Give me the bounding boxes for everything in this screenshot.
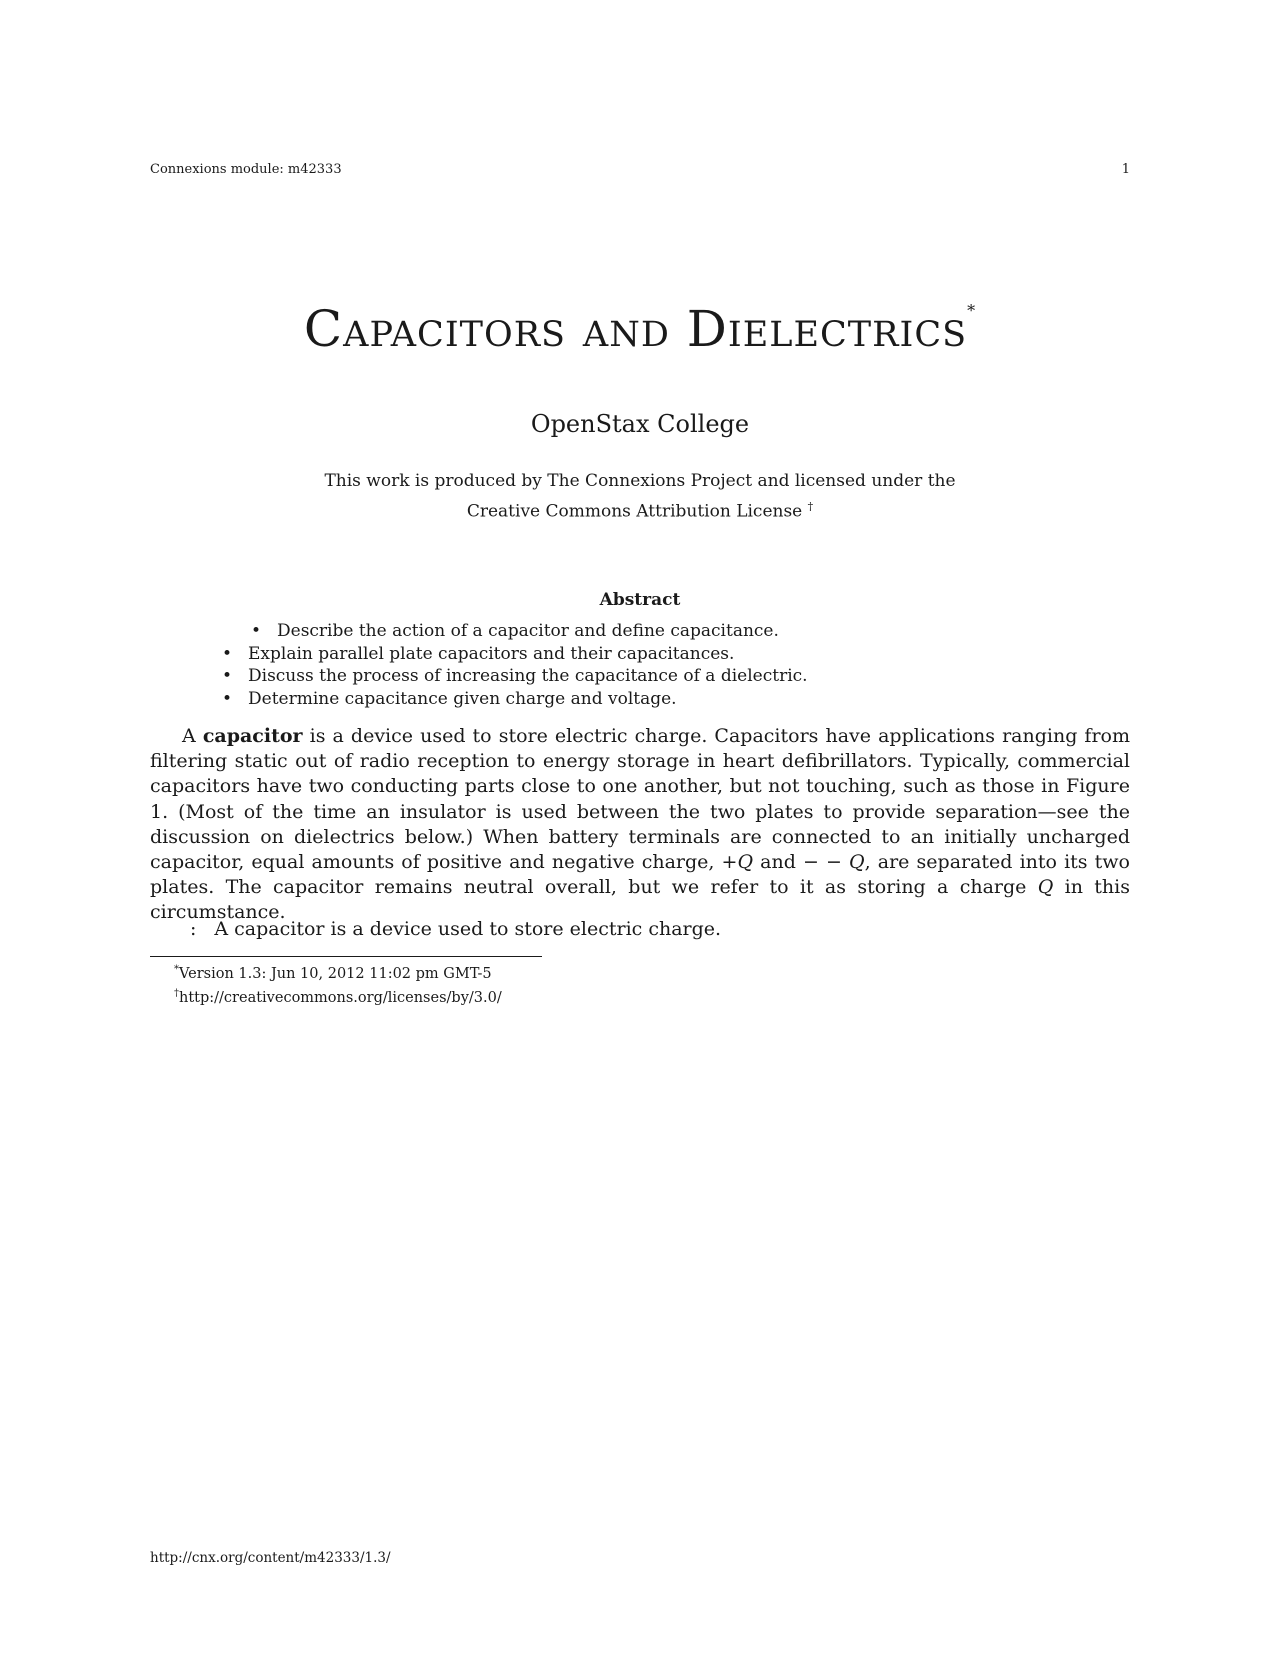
term-capacitor: capacitor (202, 725, 303, 747)
definition-colon: : (190, 918, 197, 940)
footnote-version (174, 960, 502, 984)
learning-objectives-list (0, 620, 1280, 710)
objective-item: • Explain parallel plate capacitors and their capacitances. (0, 643, 1280, 666)
footnotes (174, 960, 502, 1008)
text-run: and − − (753, 851, 842, 874)
definition-box (190, 918, 721, 940)
author: OpenStax College (530, 410, 750, 438)
footnote-marker: * (174, 964, 179, 975)
title-footnote-marker: * (967, 301, 977, 321)
license-notice (0, 468, 1280, 525)
text-run: is a device used to store electric charge. Capacitors have applications ranging from filtering static out of radio reception to energy storage in heart defibrillators. Typically, commercial capacitors have two conducting parts close to one another, but not touching, such as those in Figure 1. (Most of the time an insulator is used between the two plates to provide separation—see the discussion on dielectrics below.) When battery terminals are connected to an initially uncharged capacitor, equal amounts of positive and negative charge, + (150, 725, 1130, 874)
math-q: Q (737, 851, 754, 874)
objective-item: • Discuss the process of increasing the capacitance of a dielectric. (0, 665, 1280, 688)
math-q: Q (849, 851, 865, 874)
license-footnote-marker: † (807, 500, 814, 513)
text-run: in this circumstance. (150, 876, 1130, 924)
license-line-2 (0, 494, 1280, 525)
running-header (150, 162, 1130, 177)
math-q: Q (1037, 876, 1054, 899)
title-text: Capacitors and Dielectrics (303, 300, 968, 358)
text-run: , are separated into its two plates. The capacitor remains neutral overall, but we refer to it as storing a charge (150, 851, 1130, 899)
footnote-marker: † (174, 987, 179, 999)
license-line-1: This work is produced by The Connexions Project and licensed under the (324, 471, 956, 491)
footnote-rule (150, 956, 542, 957)
module-id: Connexions module: m42333 (150, 162, 342, 177)
footnote-text: Version 1.3: Jun 10, 2012 11:02 pm GMT-5 (179, 965, 492, 982)
objective-item: • Determine capacitance given charge and voltage. (0, 688, 1280, 711)
definition-text: A capacitor is a device used to store electric charge. (214, 918, 722, 940)
objective-item: • Describe the action of a capacitor and define capacitance. (0, 620, 1280, 643)
footer-url[interactable]: http://cnx.org/content/m42333/1.3/ (150, 1550, 391, 1566)
license-name: Creative Commons Attribution License (466, 501, 803, 522)
body-paragraph (150, 724, 1130, 926)
abstract-heading: Abstract (599, 590, 681, 610)
text-run: A (182, 725, 196, 747)
document-title (0, 300, 1280, 358)
footnote-link[interactable]: http://creativecommons.org/licenses/by/3.0/ (179, 989, 502, 1006)
page-number: 1 (1121, 162, 1130, 177)
footnote-license-url[interactable] (174, 984, 502, 1008)
